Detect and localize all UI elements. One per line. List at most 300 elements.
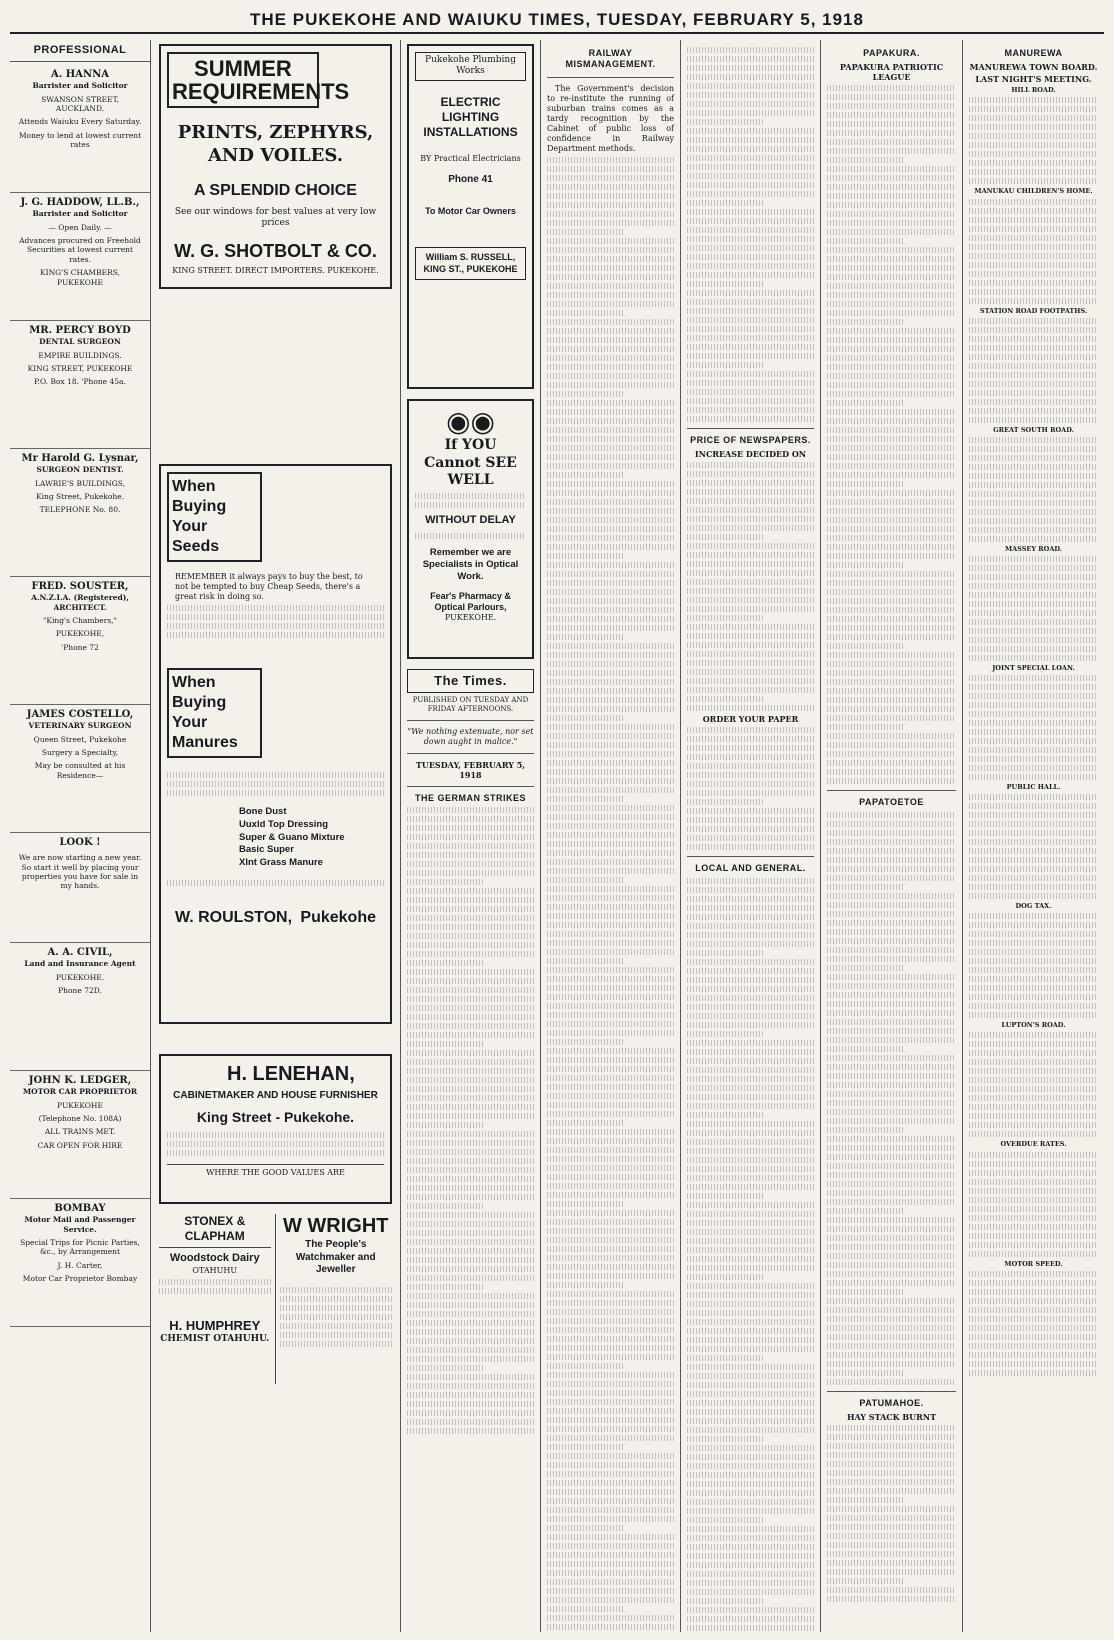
- text-line: [827, 436, 956, 442]
- text-line: [547, 895, 674, 901]
- text-line: [687, 1211, 814, 1217]
- text-line: [969, 812, 1098, 818]
- text-line: [969, 417, 1098, 423]
- text-line: [547, 661, 674, 667]
- text-line: [407, 1311, 534, 1317]
- text-line: [687, 1409, 814, 1415]
- ads-column: [150, 40, 400, 1632]
- text-line: [969, 967, 1098, 973]
- ad-stonex-place: OTAHUHU: [192, 1265, 238, 1275]
- text-line: [827, 1181, 956, 1187]
- text-line: [827, 1001, 956, 1007]
- text-line: [547, 796, 623, 802]
- text-line: [969, 1361, 1098, 1367]
- text-line: [969, 720, 1098, 726]
- text-line: [827, 1253, 956, 1259]
- text-line: [969, 226, 1098, 232]
- text-line: [687, 986, 814, 992]
- article-papatoetoe: PAPATOETOE: [859, 797, 924, 808]
- text-line: [407, 1230, 534, 1236]
- text-line: [547, 1192, 674, 1198]
- text-line: [547, 1480, 674, 1486]
- text-line: [827, 247, 956, 253]
- order-paper: ORDER YOUR PAPER: [702, 714, 799, 725]
- ad-lenehan-trade: CABINETMAKER AND HOUSE FURNISHER: [173, 1090, 378, 1101]
- text-line: [827, 992, 956, 998]
- card-name: FRED. SOUSTER,: [31, 580, 129, 592]
- text-line: [969, 527, 1098, 533]
- text-line: [407, 915, 534, 921]
- text-line: [547, 490, 674, 496]
- text-line: [547, 1615, 674, 1621]
- ad-shotbolt-small: See our windows for best values at very low prices: [174, 207, 377, 229]
- text-line: [827, 1289, 904, 1295]
- card-name: JOHN K. LEDGER,: [28, 1074, 132, 1086]
- card-line: KING'S CHAMBERS, PUKEKOHE: [40, 268, 120, 287]
- text-line: [547, 670, 674, 676]
- professional-card: [10, 1199, 150, 1327]
- text-line: [547, 1462, 674, 1468]
- text-line: [827, 1452, 956, 1458]
- card-line: PUKEKOHE: [57, 1100, 103, 1110]
- text-line: [827, 229, 956, 235]
- ad-seeds-title: When Buying Your Seeds: [167, 472, 262, 562]
- text-line: [969, 1334, 1098, 1340]
- text-line: [969, 464, 1098, 470]
- text-line: [687, 1526, 814, 1532]
- text-line: [547, 886, 674, 892]
- text-line: [547, 1426, 674, 1432]
- text-line: [827, 911, 956, 917]
- text-line: [687, 1607, 814, 1613]
- card-line: We are now starting a new year. So start it well by placing your properties you have for sale in my hands.: [18, 853, 142, 891]
- text-line: [687, 65, 814, 71]
- text-line: [827, 1271, 956, 1277]
- text-line: [969, 446, 1098, 452]
- text-line: [687, 1085, 814, 1091]
- text-line: [969, 169, 1098, 175]
- text-line: [687, 236, 814, 242]
- text-line: [969, 931, 1098, 937]
- text-line: [969, 875, 1098, 881]
- text-line: [827, 1145, 956, 1151]
- text-line: [969, 1152, 1098, 1158]
- text-line: [969, 399, 1098, 405]
- text-line: [407, 816, 534, 822]
- text-line: [547, 751, 674, 757]
- article-manurewa-sub2: LAST NIGHT'S MEETING.: [975, 74, 1092, 85]
- text-line: [827, 1497, 904, 1503]
- text-line: [687, 1319, 814, 1325]
- text-line: [547, 1552, 674, 1558]
- text-line: [687, 146, 814, 152]
- text-line: [407, 969, 534, 975]
- spectacles-icon: ◉◉: [446, 405, 495, 438]
- text-line: [827, 1217, 956, 1223]
- manure-item: Super & Guano Mixture: [239, 831, 345, 843]
- text-line: [827, 1370, 904, 1376]
- text-line: [969, 1050, 1098, 1056]
- text-line: [969, 747, 1098, 753]
- text-line: [687, 371, 814, 377]
- text-line: [547, 364, 674, 370]
- text-line: [687, 362, 763, 368]
- text-line: [827, 1434, 956, 1440]
- text-line: [547, 1498, 674, 1504]
- text-line: [687, 272, 814, 278]
- card-name: A. A. CIVIL,: [47, 946, 113, 958]
- text-line: [407, 1392, 534, 1398]
- text-line: [969, 646, 1098, 652]
- text-line: [547, 175, 674, 181]
- text-line: [687, 763, 814, 769]
- text-line: [687, 1625, 814, 1631]
- professional-card: [10, 193, 150, 321]
- text-line: [827, 526, 956, 532]
- text-line: [969, 298, 1098, 304]
- professional-card: [10, 577, 150, 705]
- text-line: [547, 1237, 674, 1243]
- text-line: [827, 481, 904, 487]
- text-line: [547, 535, 674, 541]
- text-line: [969, 1251, 1098, 1257]
- text-line: [969, 940, 1098, 946]
- ad-russell-motor: To Motor Car Owners: [425, 206, 516, 216]
- ad-roulston-firm: W. ROULSTON,: [175, 909, 293, 927]
- text-line: [827, 1208, 904, 1214]
- text-line: [547, 418, 674, 424]
- text-line: [687, 1364, 814, 1370]
- text-line: [687, 1049, 814, 1055]
- text-line: [687, 995, 814, 1001]
- text-line: [827, 652, 956, 658]
- text-line: [407, 1374, 534, 1380]
- text-line: [407, 951, 534, 957]
- text-line: [827, 508, 956, 514]
- text-line: [407, 1248, 534, 1254]
- card-line: King Street, Pukekohe.: [36, 492, 124, 501]
- text-line: [407, 879, 483, 885]
- text-line: [827, 884, 904, 890]
- text-line: [969, 922, 1098, 928]
- text-line: [407, 1068, 534, 1074]
- text-line: [547, 184, 674, 190]
- text-line: [547, 436, 674, 442]
- manurewa-subhead: JOINT SPECIAL LOAN.: [992, 663, 1075, 672]
- times-title: The Times.: [407, 669, 534, 693]
- text-line: [827, 265, 956, 271]
- text-line: [547, 1219, 674, 1225]
- text-line: [827, 463, 956, 469]
- text-line: [687, 561, 814, 567]
- text-line: [687, 1139, 814, 1145]
- text-line: [407, 825, 534, 831]
- ad-wright-name: W WRIGHT: [282, 1215, 389, 1237]
- text-line: [407, 1302, 534, 1308]
- text-line: [547, 328, 674, 334]
- text-line: [969, 884, 1098, 890]
- text-line: [827, 364, 956, 370]
- text-line: [687, 353, 814, 359]
- text-line: [407, 1122, 483, 1128]
- text-line: [969, 592, 1098, 598]
- text-line: [547, 1408, 674, 1414]
- text-line: [687, 1265, 814, 1271]
- text-line: [547, 445, 674, 451]
- text-line: [407, 1050, 534, 1056]
- text-line: [547, 1084, 674, 1090]
- text-line: [407, 1113, 534, 1119]
- text-line: [687, 660, 814, 666]
- card-line: Phone 72D.: [58, 986, 102, 995]
- text-line: [407, 1041, 483, 1047]
- text-line: [827, 1235, 956, 1241]
- text-line: [687, 290, 814, 296]
- text-line: [827, 670, 956, 676]
- text-line: [687, 534, 763, 540]
- section-professional: PROFESSIONAL: [10, 44, 150, 62]
- text-line: [687, 1004, 814, 1010]
- text-line: [407, 834, 534, 840]
- text-line: [407, 1131, 534, 1137]
- text-line: [969, 1197, 1098, 1203]
- times-date: TUESDAY, FEBRUARY 5, 1918: [415, 759, 526, 780]
- text-line: [547, 823, 674, 829]
- text-line: [687, 281, 763, 287]
- ad-shotbolt-sub: PRINTS, ZEPHYRS, AND VOILES.: [177, 122, 374, 166]
- text-line: [547, 274, 674, 280]
- text-line: [547, 931, 674, 937]
- text-line: [687, 1256, 814, 1262]
- text-line: [969, 318, 1098, 324]
- text-line: [687, 245, 814, 251]
- text-line: [407, 1104, 534, 1110]
- text-line: [407, 870, 534, 876]
- text-line: [687, 570, 814, 576]
- text-line: [827, 821, 956, 827]
- text-line: [687, 155, 814, 161]
- text-line: [687, 498, 814, 504]
- card-title: Barrister and Solicitor: [32, 81, 128, 91]
- text-line: [547, 310, 623, 316]
- text-line: [969, 115, 1098, 121]
- text-line: [687, 1310, 814, 1316]
- text-line: [969, 958, 1098, 964]
- ad-lenehan-street: King Street - Pukekohe.: [196, 1108, 355, 1125]
- text-line: [827, 1515, 956, 1521]
- text-line: [687, 1229, 814, 1235]
- text-line: [547, 517, 674, 523]
- text-line: [547, 1579, 674, 1585]
- text-line: [547, 1327, 674, 1333]
- text-line: [969, 244, 1098, 250]
- text-line: [407, 1194, 534, 1200]
- text-line: [969, 913, 1098, 919]
- text-line: [969, 765, 1098, 771]
- text-line: [547, 841, 674, 847]
- text-line: [687, 1355, 763, 1361]
- text-line: [547, 778, 674, 784]
- text-line: [547, 1174, 674, 1180]
- text-line: [827, 148, 956, 154]
- text-line: [547, 706, 674, 712]
- text-line: [969, 473, 1098, 479]
- text-line: [547, 625, 674, 631]
- text-line: [687, 1157, 814, 1163]
- manure-item: Bone Dust: [239, 806, 287, 817]
- text-line: [547, 1066, 674, 1072]
- text-line: [407, 1365, 483, 1371]
- text-line: [547, 355, 674, 361]
- column-3: [400, 40, 540, 1632]
- text-line: [547, 265, 674, 271]
- ad-shotbolt-firm: W. G. SHOTBOLT & CO.: [174, 240, 377, 261]
- text-line: [547, 373, 674, 379]
- text-line: [687, 1400, 814, 1406]
- text-line: [687, 263, 814, 269]
- text-line: [547, 1183, 674, 1189]
- article-papakura: PAPAKURA.: [863, 48, 920, 58]
- text-line: [827, 292, 956, 298]
- text-line: [687, 317, 814, 323]
- text-line: [827, 472, 956, 478]
- text-line: [687, 543, 814, 549]
- text-line: [687, 1202, 814, 1208]
- manurewa-subhead: GREAT SOUTH ROAD.: [993, 425, 1074, 434]
- text-line: [827, 1019, 956, 1025]
- text-line: [827, 445, 956, 451]
- text-line: [687, 1499, 814, 1505]
- manurewa-subhead: LUPTON'S ROAD.: [1001, 1021, 1066, 1030]
- text-line: [827, 1055, 956, 1061]
- times-sub: PUBLISHED ON TUESDAY AND FRIDAY AFTERNOONS.: [412, 696, 529, 713]
- text-line: [687, 1553, 814, 1559]
- text-line: [827, 382, 956, 388]
- text-line: [827, 517, 956, 523]
- text-line: [687, 1076, 814, 1082]
- article-newspapers: PRICE OF NEWSPAPERS.: [690, 435, 811, 445]
- text-line: [827, 1163, 956, 1169]
- text-line: [547, 544, 674, 550]
- text-line: [969, 1068, 1098, 1074]
- text-line: [547, 220, 674, 226]
- text-line: [827, 1100, 956, 1106]
- text-line: [969, 1206, 1098, 1212]
- text-line: [969, 1041, 1098, 1047]
- text-line: [687, 516, 814, 522]
- text-line: [407, 1257, 534, 1263]
- card-name: JAMES COSTELLO,: [26, 708, 134, 720]
- text-line: [687, 923, 814, 929]
- text-line: [687, 308, 814, 314]
- text-line: [687, 1067, 814, 1073]
- text-line: [969, 106, 1098, 112]
- text-line: [407, 1275, 534, 1281]
- text-line: [827, 112, 956, 118]
- text-line: [827, 812, 956, 818]
- text-line: [827, 103, 956, 109]
- card-name: Mr Harold G. Lysnar,: [21, 452, 139, 464]
- text-line: [827, 965, 904, 971]
- text-line: [547, 391, 623, 397]
- card-title: A.N.Z.I.A. (Registered), ARCHITECT.: [31, 593, 129, 612]
- text-line: [827, 1262, 956, 1268]
- text-line: [687, 1238, 814, 1244]
- text-line: [687, 844, 814, 850]
- text-line: [407, 1419, 534, 1425]
- text-line: [687, 1391, 814, 1397]
- text-line: [827, 1298, 956, 1304]
- text-line: [827, 866, 956, 872]
- text-line: [687, 1445, 814, 1451]
- article-manurewa: MANUREWA: [1004, 48, 1063, 58]
- text-line: [969, 1316, 1098, 1322]
- text-line: [547, 157, 674, 163]
- text-line: [407, 1356, 534, 1362]
- ad-manures-title: When Buying Your Manures: [167, 668, 262, 758]
- professional-card: [10, 321, 150, 449]
- text-line: [547, 1570, 674, 1576]
- text-line: [687, 968, 814, 974]
- text-line: [687, 299, 814, 305]
- text-line: [407, 1185, 534, 1191]
- text-line: [687, 1292, 814, 1298]
- text-line: [827, 1316, 956, 1322]
- text-line: [827, 1109, 956, 1115]
- text-line: [687, 471, 814, 477]
- text-line: [407, 1059, 534, 1065]
- text-line: [547, 1588, 674, 1594]
- text-line: [827, 1596, 956, 1602]
- text-line: [547, 724, 674, 730]
- card-line: Motor Car Proprietor Bombay: [22, 1274, 138, 1284]
- text-line: [407, 852, 534, 858]
- text-line: [969, 1188, 1098, 1194]
- text-line: [827, 238, 904, 244]
- text-line: [547, 904, 674, 910]
- text-line: [827, 643, 904, 649]
- card-line: "King's Chambers,": [42, 616, 118, 625]
- text-line: [969, 1059, 1098, 1065]
- text-line: [547, 211, 674, 217]
- text-line: [827, 274, 956, 280]
- ad-lenehan-slogan: WHERE THE GOOD VALUES ARE: [167, 1164, 384, 1178]
- text-line: [969, 1242, 1098, 1248]
- text-line: [827, 211, 956, 217]
- text-line: [969, 619, 1098, 625]
- card-line: Attends Waiuku Every Saturday.: [18, 117, 142, 127]
- text-line: [407, 1203, 483, 1209]
- text-line: [827, 929, 956, 935]
- ad-russell-phone: Phone 41: [448, 173, 493, 185]
- text-line: [827, 1028, 956, 1034]
- text-line: [687, 1427, 814, 1433]
- text-line: [687, 1418, 814, 1424]
- card-title: SURGEON DENTIST.: [36, 465, 124, 475]
- text-line: [969, 500, 1098, 506]
- text-line: [547, 679, 674, 685]
- text-line: [827, 607, 956, 613]
- text-line: [407, 1212, 534, 1218]
- text-line: [969, 628, 1098, 634]
- text-line: [827, 679, 956, 685]
- text-line: [687, 92, 814, 98]
- text-line: [547, 499, 674, 505]
- text-line: [687, 624, 814, 630]
- text-line: [407, 1023, 534, 1029]
- text-line: [547, 922, 674, 928]
- bottom-ads: [159, 1214, 392, 1384]
